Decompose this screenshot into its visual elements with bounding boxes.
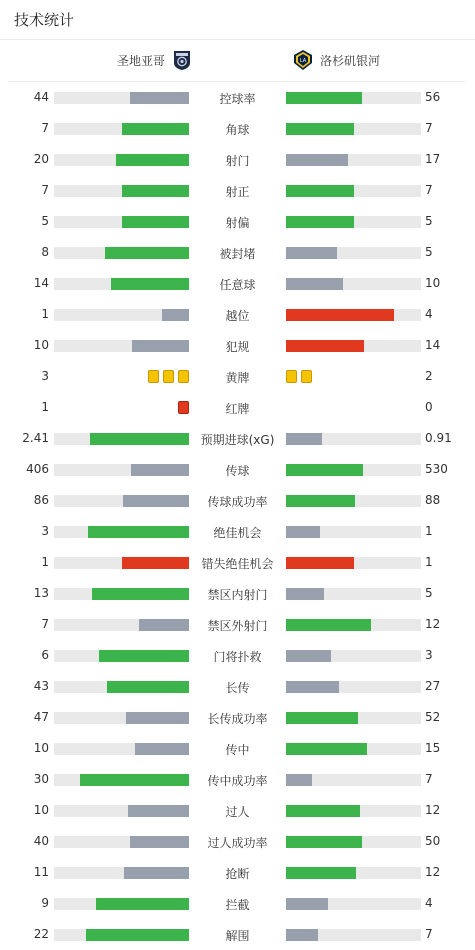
home-value: 406: [26, 462, 49, 476]
yellow-card-icon: [178, 370, 189, 383]
stat-label: 射正: [225, 185, 250, 199]
stat-label: 角球: [225, 123, 250, 137]
away-value: 3: [425, 648, 433, 662]
away-value: 5: [425, 214, 433, 228]
home-bar-fill: [122, 185, 190, 197]
stat-label: 传球: [225, 464, 250, 478]
home-value: 3: [41, 369, 49, 383]
stat-label: 长传: [225, 681, 250, 695]
page-title: 技术统计: [0, 0, 475, 40]
home-bar-fill: [122, 557, 190, 569]
away-bar-fill: [286, 464, 363, 476]
away-value: 1: [425, 524, 433, 538]
yellow-card-icon: [301, 370, 312, 383]
home-bar-track: [54, 805, 189, 817]
away-bar-track: [286, 743, 421, 755]
home-bar-fill: [162, 309, 189, 321]
stat-row: [0, 547, 475, 578]
stat-label: 错失绝佳机会: [201, 557, 274, 571]
away-bar-track: [286, 588, 421, 600]
home-value: 7: [41, 617, 49, 631]
away-value: 56: [425, 90, 441, 104]
stat-row: [0, 857, 475, 888]
home-bar-fill: [122, 123, 190, 135]
away-value: 15: [425, 741, 441, 755]
home-value: 20: [33, 152, 49, 166]
home-value: 3: [41, 524, 49, 538]
stat-row: [0, 640, 475, 671]
home-bar-track: [54, 743, 189, 755]
home-value: 86: [33, 493, 49, 507]
away-bar-track: [286, 557, 421, 569]
away-value: 50: [425, 834, 441, 848]
stat-label: 犯规: [225, 340, 250, 354]
home-value: 7: [41, 121, 49, 135]
home-bar-track: [54, 340, 189, 352]
home-bar-track: [54, 154, 189, 166]
home-bar-fill: [128, 805, 189, 817]
stat-label: 被封堵: [219, 247, 256, 261]
stat-label: 过人: [225, 805, 250, 819]
home-value: 10: [33, 741, 49, 755]
stat-label: 射门: [225, 154, 250, 168]
away-value: 530: [425, 462, 448, 476]
home-value: 7: [41, 183, 49, 197]
away-bar-fill: [286, 495, 355, 507]
home-bar-track: [54, 185, 189, 197]
away-cards: [286, 370, 312, 383]
away-value: 7: [425, 772, 433, 786]
away-bar-track: [286, 495, 421, 507]
home-value: 44: [33, 90, 49, 104]
away-bar-fill: [286, 247, 337, 259]
home-team-name: 圣地亚哥: [116, 53, 165, 68]
away-value: 27: [425, 679, 441, 693]
home-bar-track: [54, 774, 189, 786]
yellow-card-icon: [286, 370, 297, 383]
away-bar-track: [286, 650, 421, 662]
away-bar-fill: [286, 805, 360, 817]
away-bar-track: [286, 774, 421, 786]
home-value: 1: [41, 307, 49, 321]
away-bar-track: [286, 526, 421, 538]
away-team[interactable]: [292, 50, 380, 70]
away-value: 4: [425, 307, 433, 321]
home-bar-track: [54, 464, 189, 476]
home-bar-track: [54, 898, 189, 910]
stat-row: [0, 888, 475, 919]
away-bar-track: [286, 464, 421, 476]
stat-label: 红牌: [225, 402, 250, 416]
away-bar-track: [286, 92, 421, 104]
stat-row: [0, 268, 475, 299]
away-bar-fill: [286, 526, 320, 538]
stat-label: 越位: [225, 309, 250, 323]
away-bar-track: [286, 712, 421, 724]
away-bar-fill: [286, 309, 394, 321]
home-value: 30: [33, 772, 49, 786]
away-value: 7: [425, 121, 433, 135]
home-bar-track: [54, 588, 189, 600]
away-bar-track: [286, 433, 421, 445]
yellow-card-icon: [163, 370, 174, 383]
home-value: 2.41: [22, 431, 49, 445]
away-bar-fill: [286, 92, 362, 104]
home-cards: [178, 401, 189, 414]
away-value: 17: [425, 152, 441, 166]
stat-label: 拦截: [225, 898, 250, 912]
stat-row: [0, 702, 475, 733]
away-value: 10: [425, 276, 441, 290]
stat-label: 禁区外射门: [207, 619, 268, 633]
home-team-logo-icon: [171, 49, 193, 71]
away-bar-fill: [286, 185, 354, 197]
home-value: 1: [41, 400, 49, 414]
home-cards: [148, 370, 189, 383]
away-value: 4: [425, 896, 433, 910]
stat-label: 禁区内射门: [207, 588, 268, 602]
away-bar-track: [286, 619, 421, 631]
home-value: 9: [41, 896, 49, 910]
home-value: 13: [33, 586, 49, 600]
away-bar-track: [286, 836, 421, 848]
away-value: 12: [425, 617, 441, 631]
away-bar-track: [286, 681, 421, 693]
away-bar-fill: [286, 867, 356, 879]
away-value: 7: [425, 183, 433, 197]
stat-label: 传球成功率: [207, 495, 268, 509]
away-value: 5: [425, 586, 433, 600]
stat-row: [0, 144, 475, 175]
home-bar-fill: [107, 681, 189, 693]
home-value: 10: [33, 338, 49, 352]
home-bar-track: [54, 216, 189, 228]
stat-label: 射偏: [225, 216, 250, 230]
home-bar-fill: [105, 247, 189, 259]
home-bar-track: [54, 526, 189, 538]
away-bar-fill: [286, 836, 362, 848]
home-bar-fill: [116, 154, 189, 166]
home-bar-fill: [130, 92, 189, 104]
stat-row: [0, 299, 475, 330]
stat-row: [0, 113, 475, 144]
home-bar-fill: [99, 650, 189, 662]
away-bar-track: [286, 278, 421, 290]
stat-label: 门将扑救: [213, 650, 262, 664]
away-bar-fill: [286, 278, 343, 290]
home-value: 40: [33, 834, 49, 848]
away-bar-track: [286, 123, 421, 135]
away-bar-track: [286, 898, 421, 910]
stat-label: 传中成功率: [207, 774, 268, 788]
stat-row: [0, 361, 475, 392]
home-bar-fill: [80, 774, 189, 786]
stat-row: [0, 82, 475, 113]
away-team-name: 洛杉矶银河: [320, 53, 381, 68]
away-bar-fill: [286, 154, 348, 166]
away-bar-track: [286, 309, 421, 321]
home-bar-track: [54, 929, 189, 941]
home-bar-track: [54, 278, 189, 290]
stat-row: [0, 237, 475, 268]
away-bar-track: [286, 867, 421, 879]
home-bar-fill: [96, 898, 189, 910]
home-bar-fill: [122, 216, 190, 228]
home-bar-fill: [126, 712, 189, 724]
away-bar-fill: [286, 650, 331, 662]
stat-row: [0, 609, 475, 640]
stat-row: [0, 516, 475, 547]
home-bar-track: [54, 123, 189, 135]
away-bar-track: [286, 805, 421, 817]
home-value: 43: [33, 679, 49, 693]
away-bar-fill: [286, 712, 358, 724]
stat-label: 抢断: [225, 867, 250, 881]
away-value: 5: [425, 245, 433, 259]
away-bar-fill: [286, 588, 324, 600]
home-bar-track: [54, 433, 189, 445]
away-bar-fill: [286, 681, 339, 693]
home-value: 8: [41, 245, 49, 259]
away-bar-track: [286, 247, 421, 259]
stat-label: 长传成功率: [207, 712, 268, 726]
stat-row: [0, 423, 475, 454]
home-bar-fill: [132, 340, 189, 352]
stat-label: 绝佳机会: [213, 526, 262, 540]
away-bar-fill: [286, 929, 318, 941]
home-bar-fill: [90, 433, 189, 445]
home-bar-track: [54, 650, 189, 662]
home-bar-fill: [111, 278, 189, 290]
home-bar-track: [54, 681, 189, 693]
svg-text:LA: LA: [299, 58, 307, 64]
home-bar-track: [54, 309, 189, 321]
yellow-card-icon: [148, 370, 159, 383]
stat-label: 解围: [225, 929, 250, 943]
away-bar-fill: [286, 433, 322, 445]
home-bar-track: [54, 867, 189, 879]
stat-row: [0, 392, 475, 423]
home-value: 5: [41, 214, 49, 228]
stat-label: 任意球: [219, 278, 256, 292]
red-card-icon: [178, 401, 189, 414]
home-bar-fill: [88, 526, 189, 538]
stat-row: [0, 733, 475, 764]
away-bar-fill: [286, 898, 328, 910]
home-bar-fill: [131, 464, 189, 476]
home-value: 22: [33, 927, 49, 941]
home-bar-fill: [135, 743, 189, 755]
away-bar-track: [286, 154, 421, 166]
away-value: 12: [425, 803, 441, 817]
home-bar-track: [54, 92, 189, 104]
home-value: 11: [33, 865, 49, 879]
stats-list: [0, 82, 475, 950]
home-bar-track: [54, 247, 189, 259]
home-value: 14: [33, 276, 49, 290]
away-value: 12: [425, 865, 441, 879]
home-bar-track: [54, 557, 189, 569]
home-value: 10: [33, 803, 49, 817]
away-value: 2: [425, 369, 433, 383]
away-value: 7: [425, 927, 433, 941]
stat-row: [0, 330, 475, 361]
home-team[interactable]: [117, 50, 193, 70]
stat-row: [0, 764, 475, 795]
away-value: 14: [425, 338, 441, 352]
stat-label: 黄牌: [225, 371, 250, 385]
home-bar-track: [54, 836, 189, 848]
stat-row: [0, 578, 475, 609]
away-value: 0: [425, 400, 433, 414]
home-value: 6: [41, 648, 49, 662]
away-value: 1: [425, 555, 433, 569]
home-bar-fill: [86, 929, 189, 941]
home-value: 47: [33, 710, 49, 724]
home-bar-fill: [124, 867, 189, 879]
away-bar-fill: [286, 743, 367, 755]
away-bar-track: [286, 929, 421, 941]
stat-row: [0, 454, 475, 485]
away-bar-fill: [286, 557, 354, 569]
away-bar-track: [286, 340, 421, 352]
away-value: 0.91: [425, 431, 452, 445]
away-bar-track: [286, 216, 421, 228]
stat-label: 预期进球(xG): [200, 433, 275, 447]
home-bar-track: [54, 712, 189, 724]
home-bar-fill: [92, 588, 189, 600]
away-bar-fill: [286, 340, 364, 352]
stat-row: [0, 919, 475, 950]
home-bar-fill: [130, 836, 189, 848]
away-bar-track: [286, 185, 421, 197]
stat-row: [0, 671, 475, 702]
stat-label: 控球率: [219, 92, 256, 106]
away-bar-fill: [286, 123, 354, 135]
away-value: 88: [425, 493, 441, 507]
stat-label: 过人成功率: [207, 836, 268, 850]
away-bar-fill: [286, 619, 371, 631]
away-value: 52: [425, 710, 441, 724]
home-bar-track: [54, 619, 189, 631]
stat-label: 传中: [225, 743, 250, 757]
stat-row: [0, 206, 475, 237]
home-bar-fill: [123, 495, 189, 507]
away-team-logo-icon: [292, 49, 314, 71]
away-bar-fill: [286, 774, 312, 786]
stat-row: [0, 795, 475, 826]
stat-row: [0, 175, 475, 206]
stat-row: [0, 485, 475, 516]
away-bar-fill: [286, 216, 354, 228]
home-bar-track: [54, 495, 189, 507]
stat-row: [0, 826, 475, 857]
home-bar-fill: [139, 619, 189, 631]
teams-header: [8, 40, 465, 82]
home-value: 1: [41, 555, 49, 569]
